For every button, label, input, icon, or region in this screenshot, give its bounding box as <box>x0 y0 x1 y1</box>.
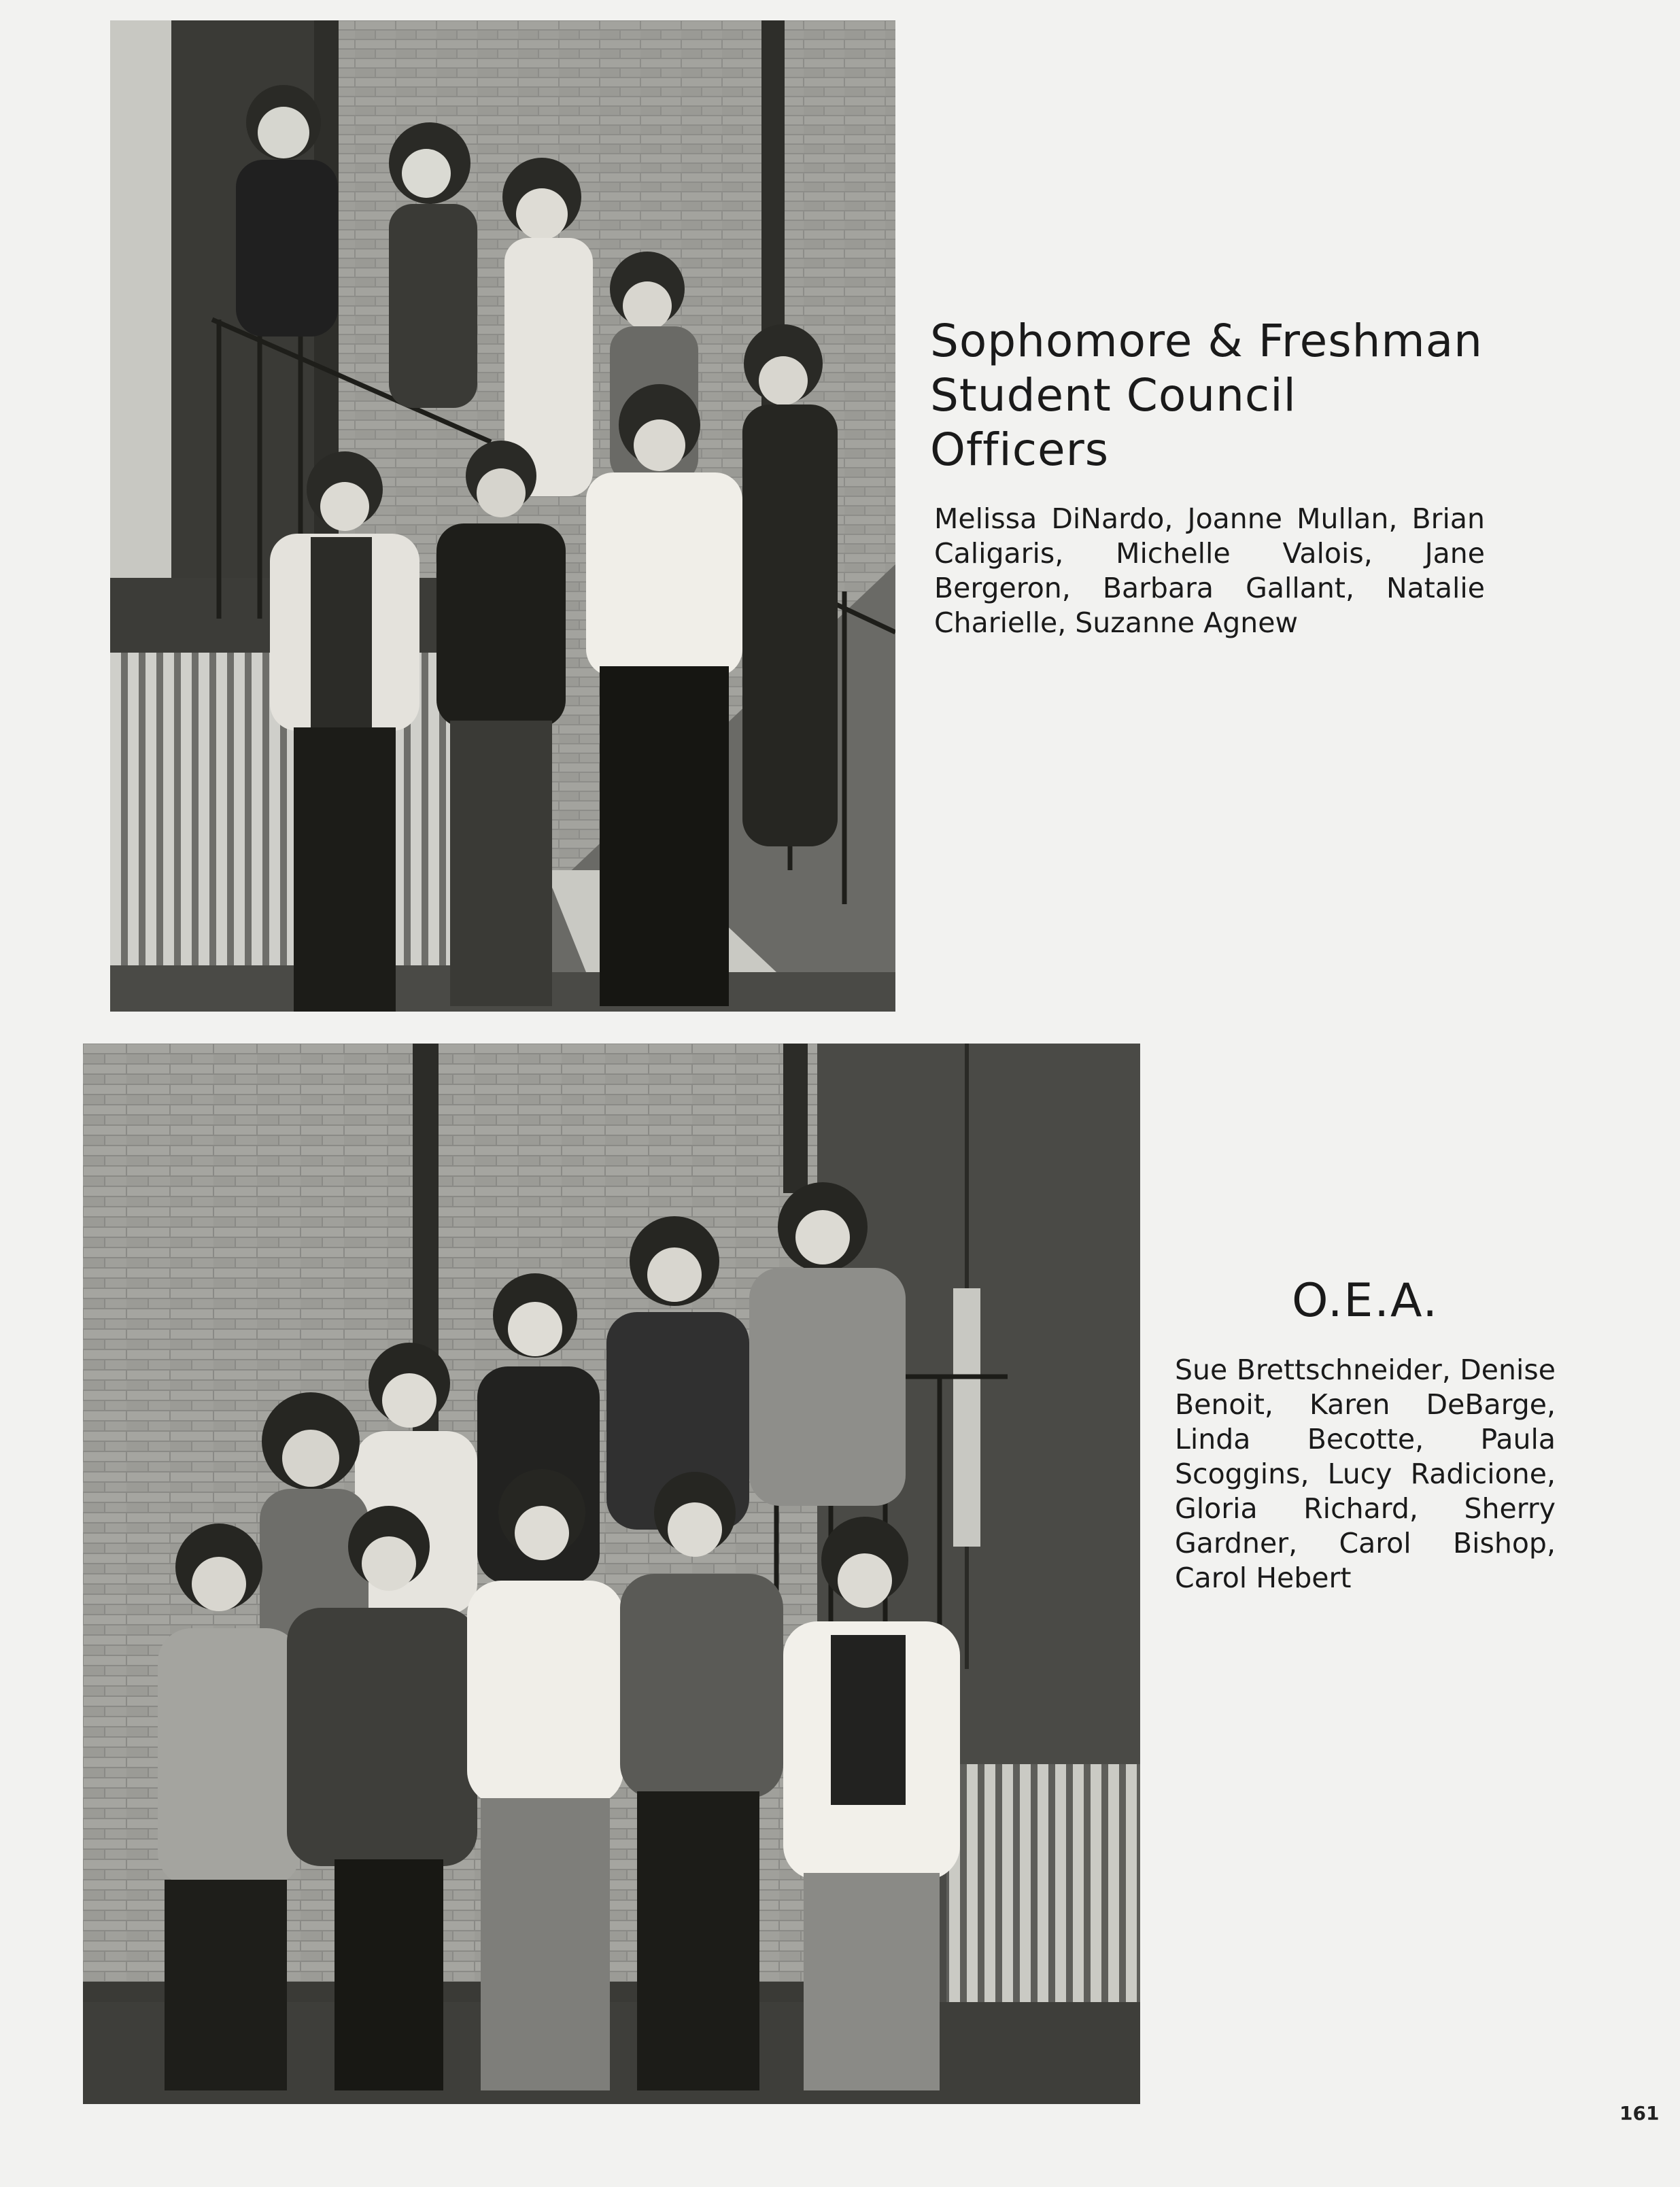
heading-line-2: Student Council <box>930 369 1297 421</box>
student-council-photo-graphic <box>110 20 895 1012</box>
oea-photo <box>83 1044 1140 2104</box>
oea-caption: Sue Brettschneider, Denise Benoit, Karen DeBarge, Linda Becotte, Paula Scoggins, Lucy Radicione, Gloria Richard, Sherry Gardner, Carol Bishop, Carol Hebert <box>1175 1354 1556 1594</box>
student-council-heading <box>930 314 1542 477</box>
page-number: 161 <box>1619 2102 1660 2124</box>
oea-heading: O.E.A. <box>1292 1274 1439 1328</box>
oea-photo-graphic <box>83 1044 1140 2104</box>
student-council-caption: Melissa DiNardo, Joanne Mullan, Brian Caligaris, Michelle Valois, Jane Bergeron, Barbara Gallant, Natalie Charielle, Suzanne Agnew <box>934 502 1485 639</box>
student-council-photo <box>110 20 895 1012</box>
heading-line-1: Sophomore & Freshman <box>930 315 1483 367</box>
heading-line-3: Officers <box>930 424 1110 476</box>
